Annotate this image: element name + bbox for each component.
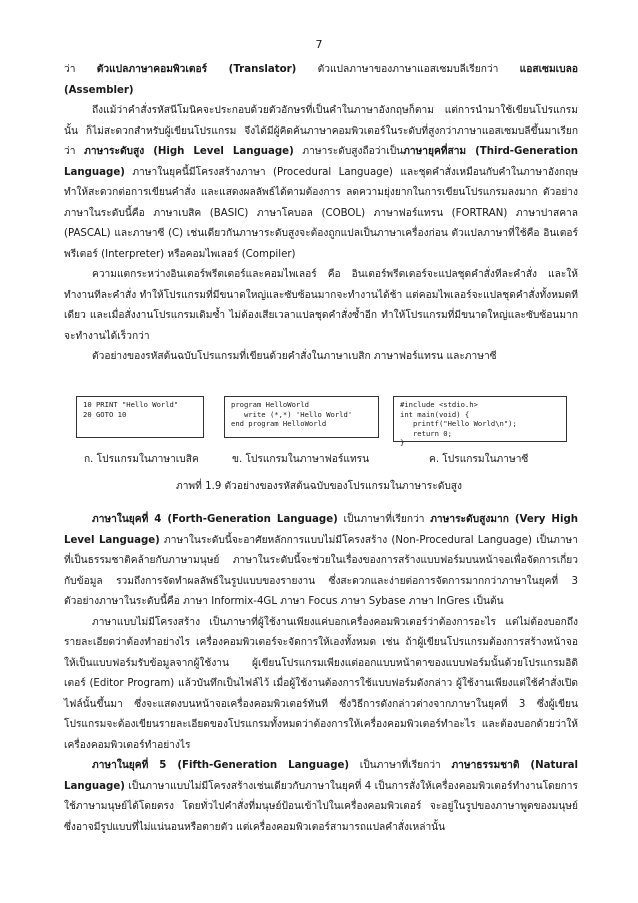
text-run: เป็นภาษาที่เรียกว่า	[337, 514, 431, 525]
text-run: ภาษาในระดับนี้จะอาศัยหลักการแบบไม่มีโครงสร้าง (Non-Procedural Language) เป็นภาษาที่เป็นธรรมชาติคล้ายกับภาษามนุษย์ ภาษาในระดับนี้จะช่วยในเรื่องของการสร้างแบบฟอร์มบนหน้าจอเพื่อจัดการเกี่ยวกับข้อมูล รวมถึงการจัดทำผลลัพธ์ในรูปแบบของรายงาน ซึ่งสะดวกและง่ายต่อการจัดการมากกว่าภาษาในยุคที่ 3 ตัวอย่างภาษาในระดับนี้คือ ภาษา Informix-4GL ภาษา Focus ภาษา Sybase ภาษา InGres เป็นต้น	[64, 534, 578, 607]
paragraph-fourth-generation	[64, 510, 578, 613]
text-run: ตัวแปลภาษาของภาษาแอสเซมบลีเรียกว่า	[296, 64, 520, 75]
paragraph-translator	[64, 60, 578, 101]
text-run: เป็นภาษาที่เรียกว่า	[349, 760, 452, 771]
page-number: 7	[315, 38, 323, 51]
caption-c: ค. โปรแกรมในภาษาซี	[429, 454, 529, 465]
code-captions	[64, 451, 578, 471]
c-code-box: #include <stdio.h> int main(void) { printf("Hello World\n"); return 0; }	[393, 396, 567, 442]
term-high-level-language: ภาษาระดับสูง (High Level Language)	[84, 146, 294, 157]
caption-basic: ก. โปรแกรมในภาษาเบสิค	[84, 454, 199, 465]
text-run: เป็นภาษาแบบไม่มีโครงสร้างเช่นเดียวกับภาษาในยุคที่ 4 เป็นการสั่งให้เครื่องคอมพิวเตอร์ทำงานโดยการใช้ภาษามนุษย์ได้โดยตรง โดยทั่วไปคำสั่งที่มนุษย์ป้อนเข้าไปในเครื่องคอมพิวเตอร์ จะอยู่ในรูปของภาษาพูดของมนุษย์ ซึ่งอาจมีรูปแบบที่ไม่แน่นอนหรือตายตัว แต่เครื่องคอมพิวเตอร์สามารถแปลคำสั่งเหล่านั้น	[64, 780, 578, 833]
term-natural-language: ภาษาธรรมชาติ (Natural Language)	[64, 760, 578, 792]
section-4gl-5gl	[64, 510, 578, 838]
term-translator: ตัวแปลภาษาคอมพิวเตอร์ (Translator)	[96, 64, 297, 75]
basic-code-box: 10 PRINT "Hello World" 20 GOTO 10	[76, 396, 204, 438]
text-run: ภาษาระดับสูงถือว่าเป็น	[293, 146, 404, 157]
paragraph-third-generation	[64, 101, 578, 265]
paragraph-code-example-intro: ตัวอย่างของรหัสต้นฉบับโปรแกรมที่เขียนด้วยคำสั่งในภาษาเบสิก ภาษาฟอร์แทรน และภาษาซี	[92, 351, 497, 362]
term-assembler: แอสเซมเบลอ (Assembler)	[64, 64, 578, 96]
term-very-high-level: ภาษาระดับสูงมาก (Very High Level Language)	[64, 514, 578, 546]
figure-caption: ภาพที่ 1.9 ตัวอย่างของรหัสต้นฉบับของโปรแกรมในภาษาระดับสูง	[176, 481, 462, 492]
text-run: ถึงแม้ว่าคำสั่งรหัสนีโมนิคจะประกอบด้วยตัวอักษรที่เป็นคำในภาษาอังกฤษก็ตาม แต่การนำมาใช้เขียนโปรแกรมนั้น ก็ไม่สะดวกสำหรับผู้เขียนโปรแกรม จึงได้มีผู้คิดค้นภาษาคอมพิวเตอร์ในระดับที่สูงกว่าภาษาแอสเซมบลีขึ้นมาเรียกว่า	[64, 105, 578, 157]
fortran-code-box: program HelloWorld write (*,*) 'Hello World' end program HelloWorld	[224, 396, 379, 438]
paragraph-non-procedural: ภาษาแบบไม่มีโครงสร้าง เป็นภาษาที่ผู้ใช้งานเพียงแค่บอกเครื่องคอมพิวเตอร์ว่าต้องการอะไร แต่ไม่ต้องบอกถึงรายละเอียดว่าต้องทำอย่างไร เครื่องคอมพิวเตอร์จะจัดการให้เองทั้งหมด เช่น ถ้าผู้เขียนโปรแกรมต้องการสร้างหน้าจอให้เป็นแบบฟอร์มรับข้อมูลจากผู้ใช้งาน ผู้เขียนโปรแกรมเพียงแต่ออกแบบหน้าตาของแบบฟอร์มนั้นด้วยโปรแกรมอิดิเตอร์ (Editor Program) แล้วบันทึกเป็นไฟล์ไว้ เมื่อผู้ใช้งานต้องการใช้แบบฟอร์มดังกล่าว ผู้ใช้งานเพียงแต่ใช้คำสั่งเปิดไฟล์นั้นขึ้นมา ซึ่งจะแสดงบนหน้าจอเครื่องคอมพิวเตอร์ทันที ซึ่งวิธีการดังกล่าวต่างจากภาษาในยุคที่ 3 ซึ่งผู้เขียนโปรแกรมจะต้องเขียนรายละเอียดของโปรแกรมทั้งหมดว่าต้องการให้เครื่องคอมพิวเตอร์ทำอะไร และต้องบอกด้วยว่าให้เครื่องคอมพิวเตอร์ทำอย่างไร	[64, 616, 578, 751]
text-run: ภาษาในยุคนี้มีโครงสร้างภาษา (Procedural Language) และชุดคำสั่งเหมือนกับคำในภาษาอังกฤษ ทำให้สะดวกต่อการเขียนคำสั่ง และแสดงผลลัพธ์ได้ตามต้องการ ลดความยุ่งยากในการเขียนโปรแกรมลงมาก ตัวอย่างภาษาในระดับนี้คือ ภาษาเบสิค (BASIC) ภาษาโคบอล (COBOL) ภาษาฟอร์แทรน (FORTRAN) ภาษาปาสคาล (PASCAL) และภาษาซี (C) เช่นเดียวกันภาษาระดับสูงจะต้องถูกแปลเป็นภาษาเครื่องก่อน ตัวแปลภาษาที่ใช้คือ อินเตอร์พรีเตอร์ (Interpreter) หรือคอมไพเลอร์ (Compiler)	[64, 166, 578, 260]
term-fifth-generation: ภาษาในยุคที่ 5 (Fifth-Generation Language)	[92, 760, 350, 771]
text-run: ว่า	[64, 64, 97, 75]
term-third-generation: ภาษายุคที่สาม (Third-Generation Language)	[64, 146, 578, 178]
section-high-level-language	[64, 60, 578, 368]
paragraph-fifth-generation	[64, 756, 578, 838]
paragraph-interpreter-compiler: ความแตกระหว่างอินเตอร์พรีตเตอร์และคอมไพเลอร์ คือ อินเตอร์พรีตเตอร์จะแปลชุดคำสั่งทีละคำสั่ง และให้ทำงานทีละคำสั่ง ทำให้โปรแกรมที่มีขนาดใหญ่และซับซ้อนมากจะทำงานได้ช้า แต่คอมไพเลอร์จะแปลชุดคำสั่งทั้งหมดทีเดียว และเมื่อสั่งงานโปรแกรมเดิมซ้ำ ไม่ต้องเสียเวลาแปลชุดคำสั่งซ้ำอีก ทำให้โปรแกรมที่มีขนาดใหญ่และซับซ้อนมากจะทำงานได้เร็วกว่า	[64, 269, 578, 342]
caption-fortran: ข. โปรแกรมในภาษาฟอร์แทรน	[232, 454, 370, 465]
term-fourth-generation: ภาษาในยุคที่ 4 (Forth-Generation Language)	[92, 514, 338, 525]
code-examples	[64, 396, 578, 448]
